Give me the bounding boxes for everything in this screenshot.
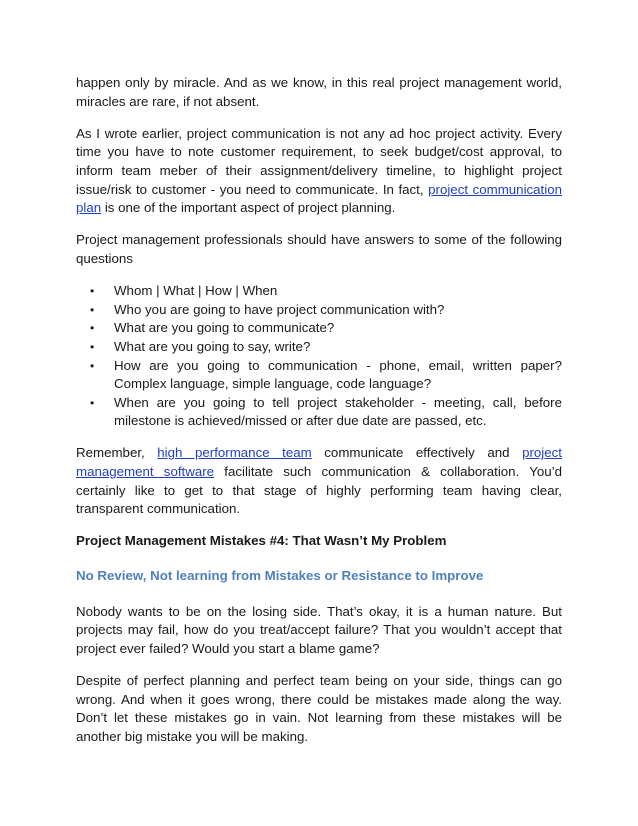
paragraph-text: is one of the important aspect of project planning.	[101, 200, 396, 216]
bullet-icon: •	[90, 321, 95, 336]
list-item	[90, 282, 562, 301]
list-item-text: Who you are going to have project communication with?	[114, 301, 445, 317]
list-item-text: How are you going to communication - phone, email, written paper? Complex language, simple language, code language?	[114, 357, 562, 392]
bullet-icon: •	[90, 284, 95, 299]
paragraph-communication	[76, 125, 562, 218]
list-item	[90, 319, 562, 338]
paragraph-text: Remember,	[76, 445, 158, 461]
paragraph-text: communicate effectively and	[311, 445, 523, 461]
bullet-icon: •	[90, 302, 95, 317]
paragraph-text: As I wrote earlier, project communication is not any ad hoc project activity. Every time you have to note customer requirement, to seek budget/cost approval, to inform team meber of their assignment/delivery timeline, to highlight project issue/risk to customer - you need to communicate. In fact,	[76, 125, 562, 197]
question-list	[76, 282, 562, 431]
list-item	[90, 357, 562, 394]
list-item	[90, 338, 562, 357]
list-item	[90, 301, 562, 320]
bullet-icon: •	[90, 358, 95, 373]
list-item-text: When are you going to tell project stakeholder - meeting, call, before milestone is achieved/missed or after due date are passed, etc.	[114, 394, 562, 429]
list-item	[90, 394, 562, 431]
bullet-icon: •	[90, 339, 95, 354]
paragraph-text: facilitate such communication & collaboration. You’d certainly like to get to that stage of highly performing team having clear, transparent communication.	[76, 464, 562, 517]
section-subheading: No Review, Not learning from Mistakes or Resistance to Improve	[76, 568, 484, 584]
list-item-text: What are you going to communicate?	[114, 320, 335, 336]
list-item-text: Whom | What | How | When	[114, 283, 278, 299]
link-high-performance-team[interactable]: high performance team	[157, 445, 312, 461]
paragraph-losing-side: Nobody wants to be on the losing side. That’s okay, it is a human nature. But projects may fail, how do you treat/accept failure? That you wouldn’t accept that project ever failed? Would you start a blame game?	[76, 603, 562, 656]
paragraph-remember	[76, 444, 562, 518]
link-project-management-software[interactable]: project management software	[76, 445, 562, 480]
bullet-icon: •	[90, 395, 95, 410]
section-heading: Project Management Mistakes #4: That Wasn’t My Problem	[76, 533, 447, 549]
paragraph-questions: Project management professionals should have answers to some of the following questions	[76, 232, 562, 266]
list-item-text: What are you going to say, write?	[114, 338, 311, 354]
paragraph-intro: happen only by miracle. And as we know, in this real project management world, miracles are rare, if not absent.	[76, 75, 562, 109]
link-project-communication-plan[interactable]: project communication plan	[76, 181, 562, 216]
paragraph-mistakes: Despite of perfect planning and perfect team being on your side, things can go wrong. And when it goes wrong, there could be mistakes made along the way. Don’t let these mistakes go in vain. Not learning from these mistakes will be another big mistake you will be making.	[76, 673, 562, 744]
